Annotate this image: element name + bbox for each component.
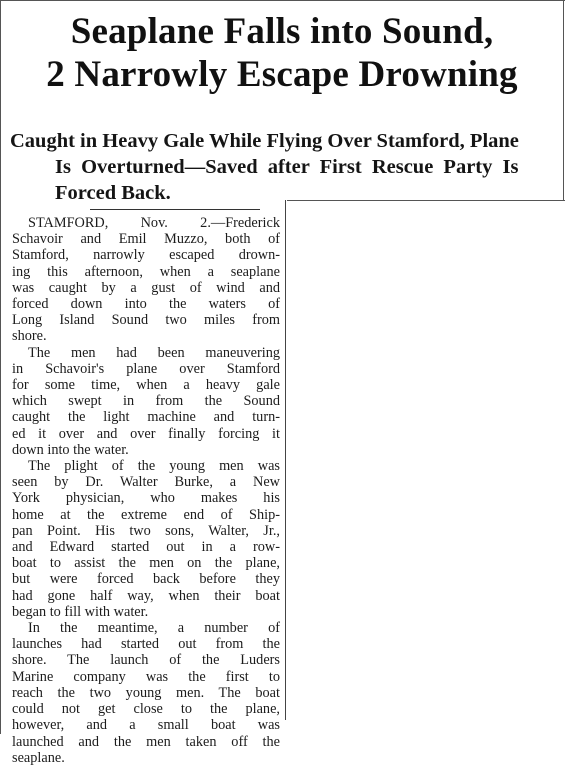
clipping-left-border: [0, 0, 1, 734]
deck-line-3: Forced Back.: [55, 182, 171, 204]
headline-line-2: 2 Narrowly Escape Drowning: [46, 54, 518, 95]
article-body: [12, 215, 280, 766]
article-line: launches had started out from the: [12, 636, 280, 653]
article-line: had gone half way, when their boat: [12, 587, 280, 604]
article-line: Stamford, narrowly escaped drown-: [12, 247, 280, 264]
article-line: ed it over and over finally forcing it: [12, 425, 280, 442]
article-line: STAMFORD, Nov. 2.—Frederick: [28, 215, 280, 231]
column-top-rule: [287, 200, 565, 201]
article-line: for some time, when a heavy gale: [12, 377, 280, 394]
article-line: The men had been maneuvering: [28, 344, 280, 361]
article-line: down into the water.: [12, 441, 129, 458]
article-line: launched and the men taken off the: [12, 733, 280, 750]
article-line: Marine company was the first to: [12, 668, 280, 685]
article-line: York physician, who makes his: [12, 490, 280, 507]
article-paragraph: [12, 345, 280, 458]
article-line: caught the light machine and turn-: [12, 409, 280, 426]
headline-line-1: Seaplane Falls into Sound,: [70, 11, 494, 52]
deck-line-2: Is Overturned—Saved after First Rescue Party Is: [55, 156, 519, 178]
article-line: Long Island Sound two miles from: [12, 312, 280, 329]
article-line: forced down into the waters of: [12, 296, 280, 313]
article-line: The plight of the young men was: [28, 458, 280, 475]
article-line: pan Point. His two sons, Walter, Jr.,: [12, 522, 280, 539]
article-line: could not get close to the plane,: [12, 701, 280, 718]
clipping-right-border: [563, 0, 564, 200]
article-line: which swept in from the Sound: [12, 393, 280, 410]
article-line: however, and a small boat was: [12, 717, 280, 734]
column-rule: [285, 200, 286, 720]
deck-line-1: Caught in Heavy Gale While Flying Over Stamford, Plane: [10, 130, 519, 152]
article-line: in Schavoir's plane over Stamford: [12, 360, 280, 377]
article-line: seaplane.: [12, 749, 65, 766]
article-line: shore. The launch of the Luders: [12, 652, 280, 669]
article-line: was caught by a gust of wind and: [12, 279, 280, 296]
article-line: and Edward started out in a row-: [12, 539, 280, 556]
headline: [8, 10, 556, 96]
article-line: shore.: [12, 328, 47, 345]
article-line: Schavoir and Emil Muzzo, both of: [12, 231, 280, 248]
article-line: home at the extreme end of Ship-: [12, 506, 280, 523]
article-line: began to fill with water.: [12, 603, 149, 620]
subheadline-deck: [10, 128, 562, 206]
headline-separator-rule: [90, 209, 260, 210]
article-line: In the meantime, a number of: [28, 620, 280, 637]
article-paragraph: [12, 215, 280, 345]
article-line: seen by Dr. Walter Burke, a New: [12, 474, 280, 491]
article-line: boat to assist the men on the plane,: [12, 555, 280, 572]
article-line: ing this afternoon, when a seaplane: [12, 263, 280, 280]
article-paragraph: [12, 620, 280, 766]
clipping-top-border: [0, 0, 565, 1]
article-paragraph: [12, 458, 280, 620]
article-line: reach the two young men. The boat: [12, 684, 280, 701]
article-line: but were forced back before they: [12, 571, 280, 588]
